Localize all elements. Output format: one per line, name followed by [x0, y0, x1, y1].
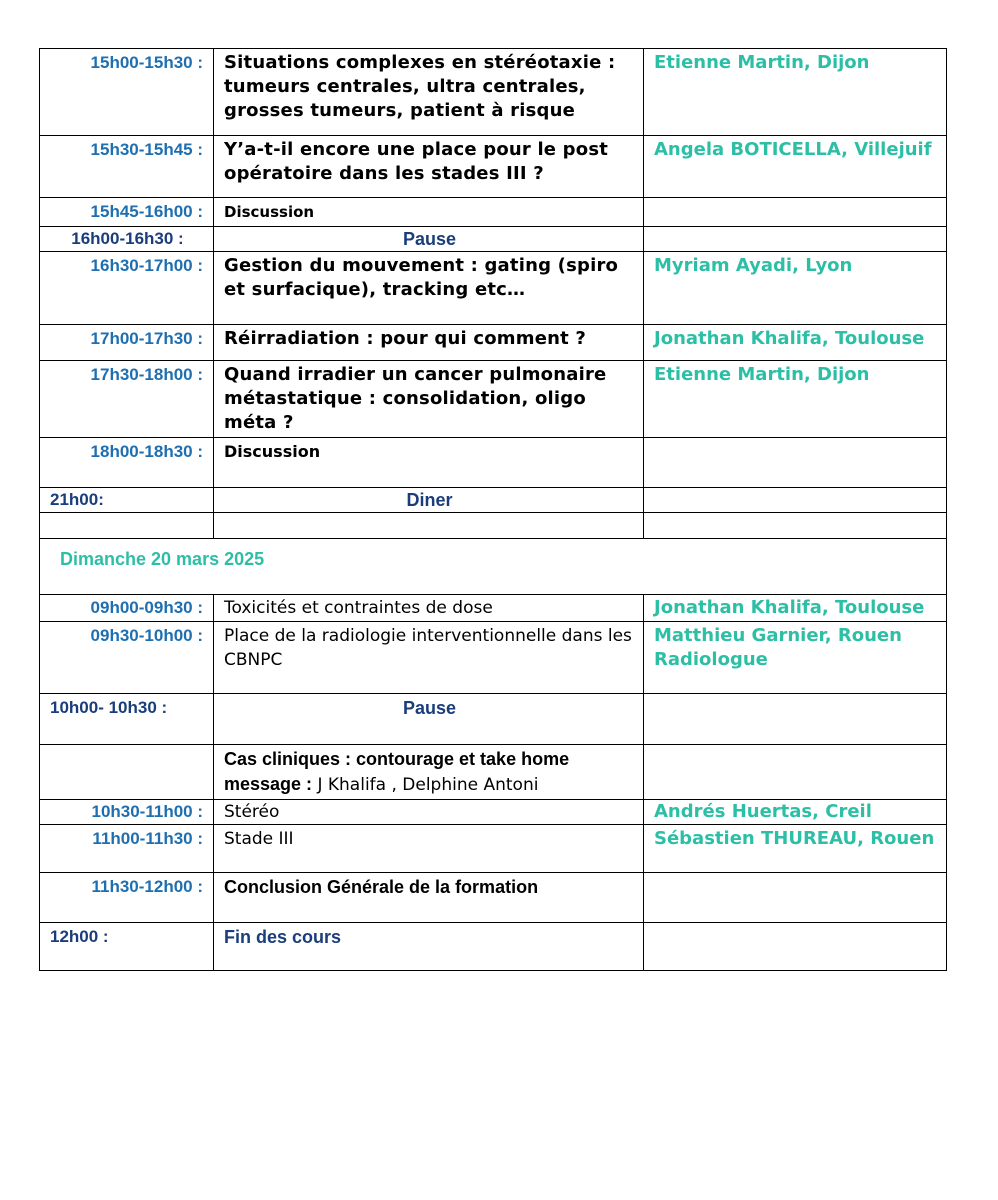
speaker-cell [644, 488, 947, 513]
session-title: Discussion [214, 198, 644, 227]
session-title: Place de la radiologie interventionnelle dans les CBNPC [214, 622, 644, 694]
speaker-cell: Sébastien THUREAU, Rouen [644, 825, 947, 873]
table-row [40, 325, 947, 361]
time-cell: 15h45-16h00 : [40, 198, 214, 227]
speaker-cell [644, 198, 947, 227]
time-cell [40, 745, 214, 800]
day-heading: Dimanche 20 mars 2025 [40, 539, 947, 595]
empty-cell [214, 513, 644, 539]
time-cell: 16h00-16h30 : [40, 227, 214, 252]
table-row [40, 694, 947, 745]
table-row [40, 361, 947, 438]
speaker-cell: Matthieu Garnier, Rouen Radiologue [644, 622, 947, 694]
empty-cell [40, 513, 214, 539]
session-title: Quand irradier un cancer pulmonaire métastatique : consolidation, oligo méta ? [214, 361, 644, 438]
table-row [40, 49, 947, 136]
speaker-cell: Myriam Ayadi, Lyon [644, 252, 947, 325]
speaker-cell: Etienne Martin, Dijon [644, 361, 947, 438]
speaker-cell [644, 227, 947, 252]
table-row [40, 539, 947, 595]
session-title: Fin des cours [214, 923, 644, 971]
table-row [40, 825, 947, 873]
dinner-label: Diner [214, 488, 644, 513]
speaker-cell [644, 694, 947, 745]
time-cell: 17h00-17h30 : [40, 325, 214, 361]
pause-label: Pause [214, 227, 644, 252]
time-cell: 09h30-10h00 : [40, 622, 214, 694]
table-row [40, 745, 947, 800]
time-cell: 09h00-09h30 : [40, 595, 214, 622]
case-title-rest: J Khalifa , Delphine Antoni [312, 775, 539, 795]
time-cell: 16h30-17h00 : [40, 252, 214, 325]
time-cell: 10h30-11h00 : [40, 800, 214, 825]
table-row [40, 622, 947, 694]
time-cell: 10h00- 10h30 : [40, 694, 214, 745]
time-cell: 15h00-15h30 : [40, 49, 214, 136]
table-row [40, 923, 947, 971]
speaker-cell: Andrés Huertas, Creil [644, 800, 947, 825]
speaker-cell [644, 745, 947, 800]
session-title: Discussion [214, 438, 644, 488]
time-cell: 18h00-18h30 : [40, 438, 214, 488]
table-row [40, 513, 947, 539]
speaker-cell: Angela BOTICELLA, Villejuif [644, 136, 947, 198]
case-title-bold: Cas cliniques : contourage et take home message : [224, 749, 570, 794]
table-row [40, 198, 947, 227]
time-cell: 17h30-18h00 : [40, 361, 214, 438]
table-row [40, 595, 947, 622]
empty-cell [644, 513, 947, 539]
time-cell: 15h30-15h45 : [40, 136, 214, 198]
table-row [40, 227, 947, 252]
speaker-cell [644, 923, 947, 971]
session-title [214, 745, 644, 800]
session-title: Conclusion Générale de la formation [214, 873, 644, 923]
session-title: Gestion du mouvement : gating (spiro et surfacique), tracking etc… [214, 252, 644, 325]
speaker-cell: Etienne Martin, Dijon [644, 49, 947, 136]
time-cell: 21h00: [40, 488, 214, 513]
table-row [40, 800, 947, 825]
table-row [40, 252, 947, 325]
time-cell: 11h30-12h00 : [40, 873, 214, 923]
session-title: Y’a-t-il encore une place pour le post opératoire dans les stades III ? [214, 136, 644, 198]
table-row [40, 488, 947, 513]
speaker-cell [644, 873, 947, 923]
time-cell: 11h00-11h30 : [40, 825, 214, 873]
table-row [40, 438, 947, 488]
schedule-table [39, 48, 947, 971]
speaker-cell: Jonathan Khalifa, Toulouse [644, 325, 947, 361]
session-title: Stade III [214, 825, 644, 873]
time-cell: 12h00 : [40, 923, 214, 971]
speaker-cell [644, 438, 947, 488]
table-row [40, 136, 947, 198]
session-title: Stéréo [214, 800, 644, 825]
session-title: Réirradiation : pour qui comment ? [214, 325, 644, 361]
pause-label: Pause [214, 694, 644, 745]
session-title: Toxicités et contraintes de dose [214, 595, 644, 622]
speaker-cell: Jonathan Khalifa, Toulouse [644, 595, 947, 622]
table-row [40, 873, 947, 923]
session-title: Situations complexes en stéréotaxie : tumeurs centrales, ultra centrales, grosses tumeurs, patient à risque [214, 49, 644, 136]
